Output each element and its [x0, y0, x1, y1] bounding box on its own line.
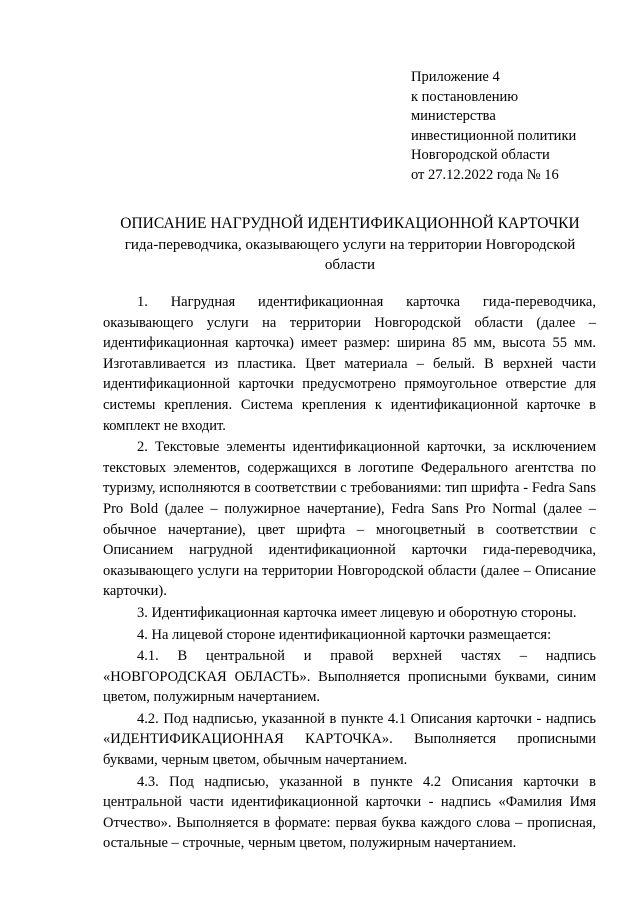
appendix-line: Приложение 4 [411, 69, 500, 85]
document-body [103, 292, 596, 855]
appendix-line: инвестиционной политики [411, 127, 577, 144]
appendix-line: Новгородской области [411, 147, 550, 164]
appendix-line: от 27.12.2022 года № 16 [411, 166, 559, 183]
appendix-line: к постановлению [411, 88, 519, 105]
document-subtitle: гида-переводчика, оказывающего услуги на территории Новгородской области [124, 237, 576, 273]
paragraph-4: 4. На лицевой стороне идентификационной карточки размещается: [137, 626, 552, 643]
paragraph-1: 1. Нагрудная идентификационная карточка гида-переводчика, оказывающего услуги на территории Новгородской области (далее – идентификационная карточка) имеет размер: ширина 85 мм, высота 55 мм. Изготавливается из пластика. Цвет материала – белый. В верхней части идентификационной карточки предусмотрено прямоугольное отверстие для системы крепления. Система крепления к идентификационной карточке в комплект не входит. [103, 294, 596, 434]
paragraph-4-1: 4.1. В центральной и правой верхней частях – надпись «НОВГОРОДСКАЯ ОБЛАСТЬ». Выполняется прописными буквами, синим цветом, полужирным начертанием. [103, 648, 596, 706]
appendix-block [411, 68, 611, 186]
paragraph-4-3: 4.3. Под надписью, указанной в пункте 4.2 Описания карточки в центральной части идентификационной карточки - надпись «Фамилия Имя Отчество». Выполняется в формате: первая буква каждого слова – прописная, остальные – строчные, черным цветом, полужирным начертанием. [103, 773, 596, 852]
appendix-line: министерства [411, 108, 496, 125]
paragraph-3: 3. Идентификационная карточка имеет лицевую и оборотную стороны. [137, 604, 577, 621]
paragraph-4-2: 4.2. Под надписью, указанной в пункте 4.1 Описания карточки - надпись «ИДЕНТИФИКАЦИОННАЯ КАРТОЧКА». Выполняется прописными буквами, черным цветом, обычным начертанием. [103, 710, 596, 769]
document-title: ОПИСАНИЕ НАГРУДНОЙ ИДЕНТИФИКАЦИОННОЙ КАРТОЧКИ [120, 215, 580, 232]
paragraph-2: 2. Текстовые элементы идентификационной карточки, за исключением текстовых элементов, содержащихся в логотипе Федерального агентства по туризму, исполняются в соответствии с требованиями: тип шрифта - Fedra Sans Pro Bold (далее – полужирное начертание), Fedra Sans Pro Normal (далее – обычное начертание), цвет шрифта – многоцветный в соответствии с Описанием нагрудной идентификационной карточки гида-переводчика, оказывающего услуги на территории Новгородской области (далее – Описание карточки). [103, 439, 596, 600]
